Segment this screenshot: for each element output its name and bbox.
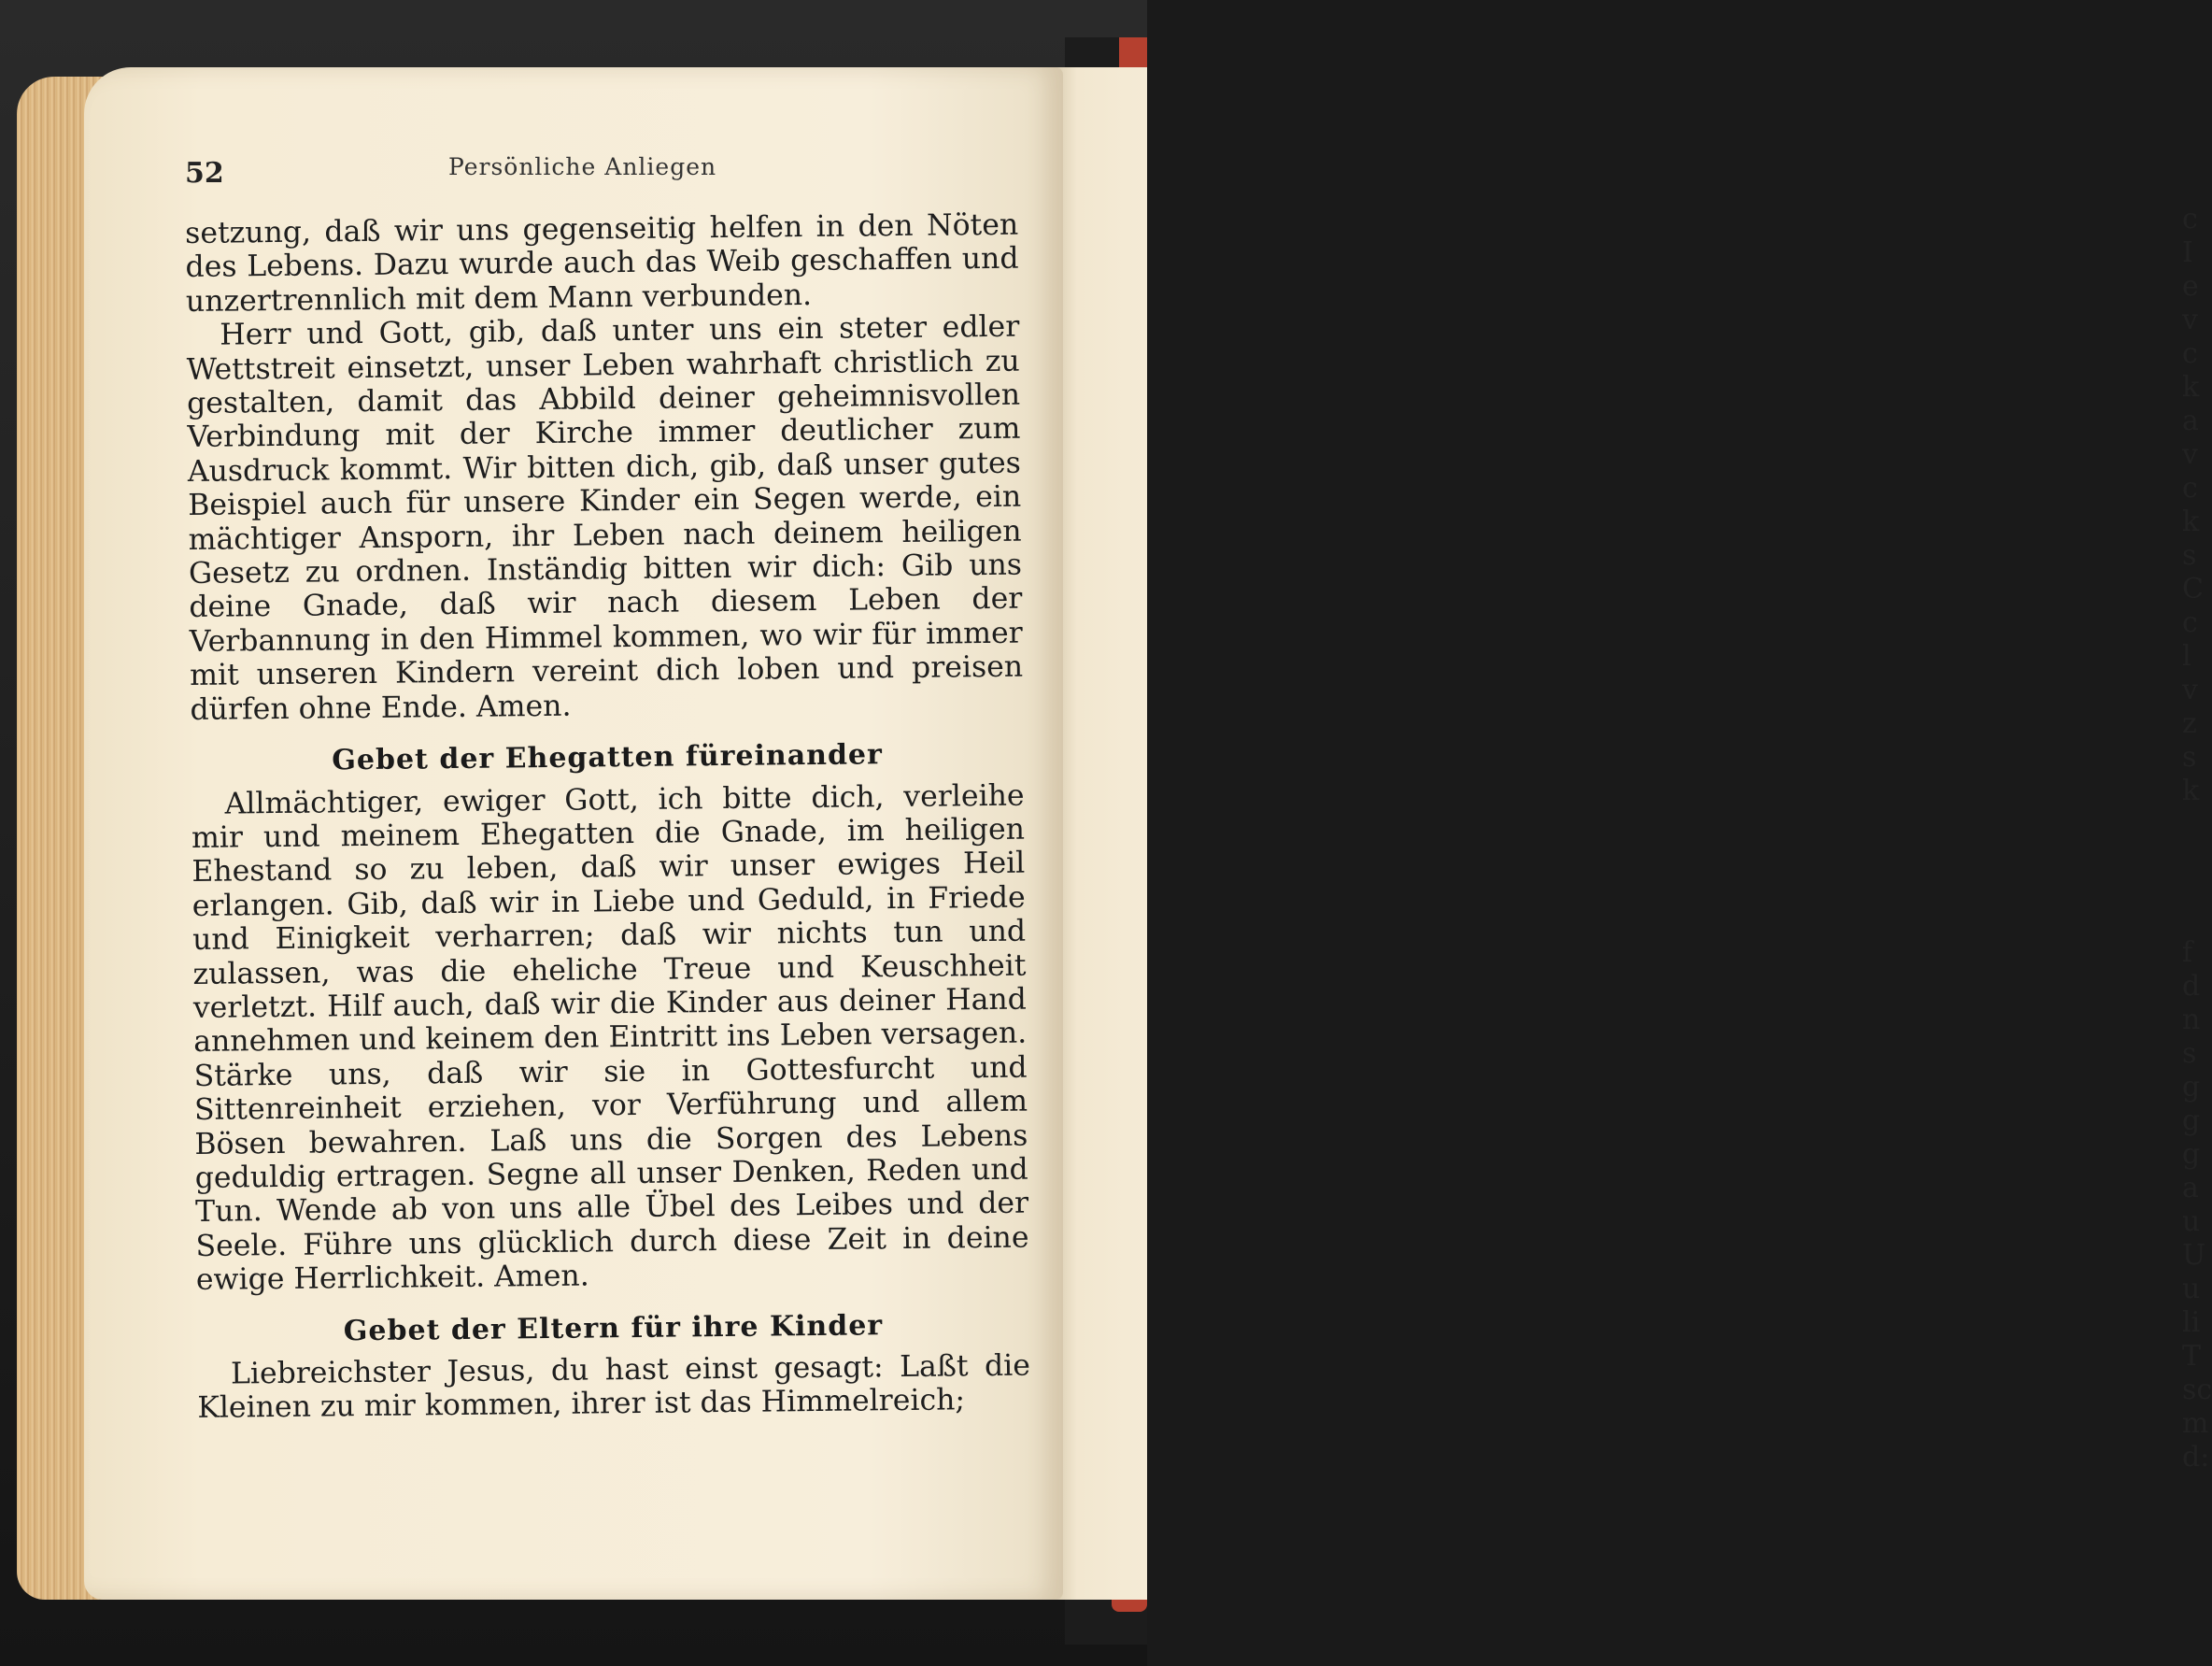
facing-page-letter: e bbox=[2182, 270, 2199, 303]
facing-page bbox=[1054, 67, 2212, 1600]
facing-page-letter: T bbox=[2182, 1340, 2202, 1373]
facing-page-letters-bottom bbox=[2182, 936, 2212, 1474]
facing-page-letter: d bbox=[2182, 970, 2201, 1003]
facing-page-letter: a bbox=[2182, 1172, 2199, 1204]
facing-page-letter: m bbox=[2182, 1407, 2209, 1440]
facing-page-letter: g bbox=[2182, 1071, 2201, 1104]
facing-page-letter: f bbox=[2182, 936, 2193, 969]
facing-page-letter: c bbox=[2182, 203, 2198, 235]
facing-page-letter: g bbox=[2182, 1104, 2201, 1137]
prayer-parents: Liebreichster Jesus, du hast einst gesagt: Laßt die Kleinen zu mir kommen, ihrer ist das Himmelreich; bbox=[197, 1348, 1031, 1426]
section-heading-parents: Gebet der Eltern für ihre Kinder bbox=[343, 1308, 884, 1347]
facing-page-letter: k bbox=[2182, 505, 2200, 538]
running-title: Persönliche Anliegen bbox=[448, 153, 717, 180]
facing-page-letter: C bbox=[2182, 573, 2204, 605]
facing-page-letter: v bbox=[2182, 438, 2198, 471]
facing-page-letter: s bbox=[2182, 539, 2197, 572]
facing-page-letter: k bbox=[2182, 371, 2200, 404]
facing-page-letter: u bbox=[2182, 1205, 2201, 1238]
facing-page-letter: d: bbox=[2182, 1441, 2210, 1474]
facing-page-letter: n bbox=[2182, 1004, 2201, 1036]
prayer-spouses: Allmächtiger, ewiger Gott, ich bitte dich, verleihe mir und meinem Ehegatten die Gnade, im heiligen Ehestand so zu leben, daß wir unser ewiges Heil erlangen. Gib, daß wir in Liebe und Geduld, in Friede und Einigkeit verharren; daß wir nichts tun und zulassen, was die eheliche Treue und Keuschheit verletzt. Hilf auch, daß wir die Kinder aus deiner Hand annehmen und keinem den Eintritt ins Leben versagen. Stärke uns, daß wir sie in Gottesfurcht und Sittenreinheit erziehen, vor Verführung und allem Bösen bewahren. Laß uns die Sorgen des Lebens geduldig ertragen. Segne all unser Denken, Reden und Tun. Wende ab von uns alle Übel des Leibes und der Seele. Führe uns glücklich durch diese Zeit in deine ewige Herrlichkeit. Amen. bbox=[191, 778, 1029, 1298]
facing-page-letter: g bbox=[2182, 1138, 2201, 1171]
continuation-paragraph: setzung, daß wir uns gegenseitig helfen in den Nöten des Lebens. Dazu wurde auch das Weib geschaffen und unzertrennlich mit dem Mann verbunden. bbox=[185, 207, 1019, 319]
facing-page-letter: c bbox=[2182, 472, 2198, 505]
facing-page-letter: s bbox=[2182, 1037, 2197, 1070]
page-text bbox=[185, 208, 1030, 1426]
facing-page-letter: sc bbox=[2182, 1374, 2212, 1406]
facing-page-letter: a bbox=[2182, 405, 2199, 437]
page-number: 52 bbox=[185, 157, 224, 190]
facing-page-letter: z bbox=[2182, 707, 2197, 740]
facing-page-letter: U bbox=[2182, 1239, 2206, 1272]
facing-page-letter: v bbox=[2182, 304, 2198, 336]
facing-page-letter: k bbox=[2182, 775, 2200, 807]
facing-page-letter: c bbox=[2182, 606, 2198, 639]
section-heading-spouses: Gebet der Ehegatten füreinander bbox=[332, 738, 884, 777]
prayer-paragraph: Herr und Gott, gib, daß unter uns ein steter edler Wettstreit einsetzt, unser Leben wahrhaft christlich zu gestalten, damit das Abbild deiner geheimnisvollen Verbindung mit der Kirche immer deutlicher zum Ausdruck kommt. Wir bitten dich, gib, daß unser gutes Beispiel auch für unsere Kinder ein Segen werde, ein mächtiger Ansporn, ihr Leben nach deinem heiligen Gesetz zu ordnen. Inständig bitten wir dich: Gib uns deine Gnade, daß wir nach diesem Leben der Verbannung in den Himmel kommen, wo wir für immer mit unseren Kindern vereint dich loben und preisen dürfen ohne Ende. Amen. bbox=[186, 309, 1024, 727]
running-head bbox=[185, 153, 1026, 204]
facing-page-letter: c bbox=[2182, 337, 2198, 370]
facing-page-letter: I bbox=[2182, 236, 2193, 269]
facing-page-letter: v bbox=[2182, 674, 2198, 706]
facing-page-letters-top bbox=[2182, 203, 2204, 808]
facing-page-letter: l bbox=[2182, 640, 2191, 673]
facing-page-letter: li bbox=[2182, 1306, 2201, 1339]
facing-page-letter: u bbox=[2182, 1273, 2201, 1305]
facing-page-letter: s bbox=[2182, 741, 2197, 774]
